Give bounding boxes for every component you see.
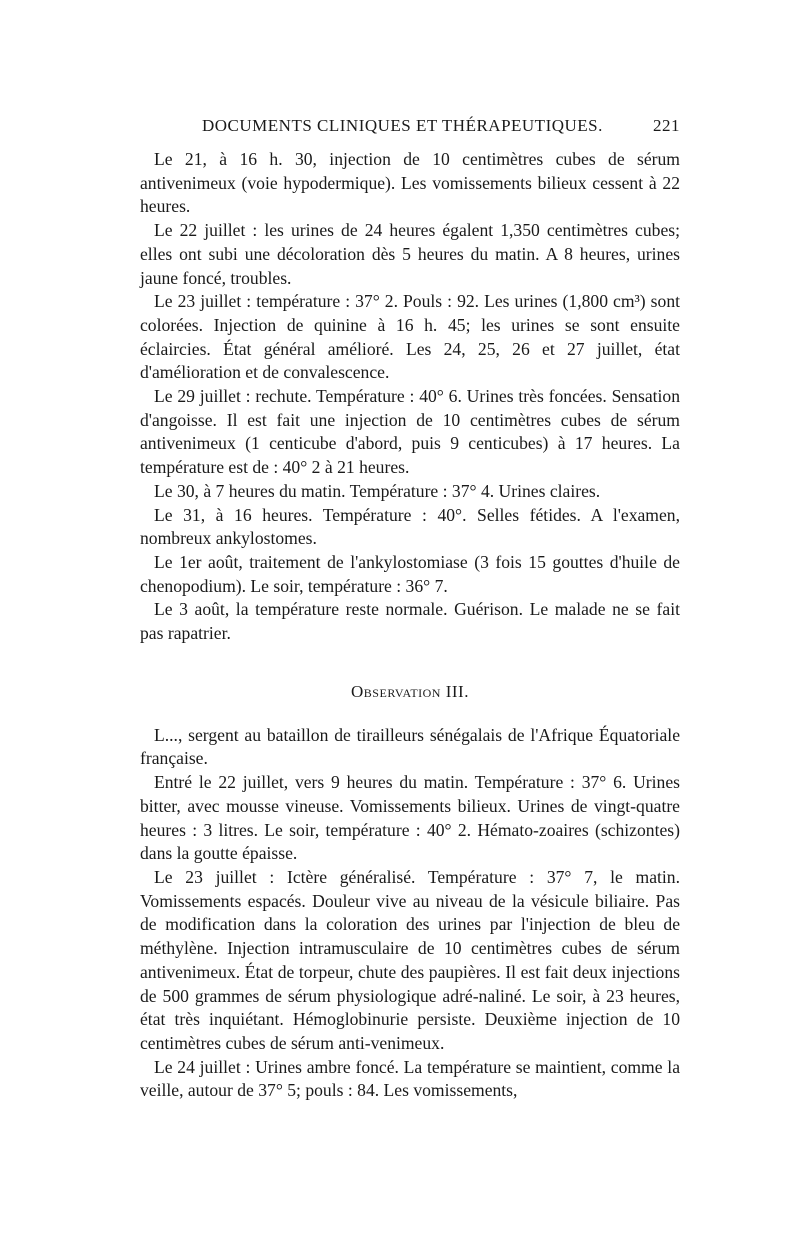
paragraph: Le 31, à 16 heures. Température : 40°. Selles fétides. A l'examen, nombreux ankylostomes.	[140, 504, 680, 549]
paragraph: Le 23 juillet : Ictère généralisé. Température : 37° 7, le matin. Vomissements espacés. Douleur vive au niveau de la vésicule biliaire. Pas de modification dans la coloration des urines par l'injection de bleu de méthylène. Injection intramusculaire de 10 centimètres cubes de sérum antivenimeux. État de torpeur, chute des paupières. Il est fait deux injections de 500 grammes de sérum physiologique adré-naliné. Le soir, à 23 heures, état très inquiétant. Hémoglobinurie persiste. Deuxième injection de 10 centimètres cubes de sérum anti-venimeux.	[140, 866, 680, 1053]
paragraph: Le 3 août, la température reste normale. Guérison. Le malade ne se fait pas rapatrier.	[140, 599, 680, 644]
paragraph: Le 23 juillet : température : 37° 2. Pouls : 92. Les urines (1,800 cm³) sont colorées. Injection de quinine à 16 h. 45; les urines se sont ensuite éclaircies. État général amélioré. Les 24, 25, 26 et 27 juillet, état d'amélioration et de convalescence.	[140, 291, 680, 383]
page-number: 221	[653, 116, 680, 135]
running-title: DOCUMENTS CLINIQUES ET THÉRAPEUTIQUES.	[202, 116, 603, 135]
running-head	[140, 116, 680, 142]
paragraph: Le 30, à 7 heures du matin. Température : 37° 4. Urines claires.	[154, 480, 601, 501]
document-page	[140, 116, 680, 1103]
paragraph: Le 1er août, traitement de l'ankylostomiase (3 fois 15 gouttes d'huile de chenopodium). Le soir, température : 36° 7.	[140, 551, 680, 596]
paragraph: Le 21, à 16 h. 30, injection de 10 centimètres cubes de sérum antivenimeux (voie hypodermique). Les vomissements bilieux cessent à 22 heures.	[140, 149, 680, 217]
paragraph: L..., sergent au bataillon de tirailleurs sénégalais de l'Afrique Équatoriale française.	[140, 724, 680, 769]
paragraph: Entré le 22 juillet, vers 9 heures du matin. Température : 37° 6. Urines bitter, avec mousse vineuse. Vomissements bilieux. Urines de vingt-quatre heures : 3 litres. Le soir, température : 40° 2. Hémato-zoaires (schizontes) dans la goutte épaisse.	[140, 772, 680, 864]
section-2	[140, 724, 680, 1103]
paragraph: Le 24 juillet : Urines ambre foncé. La température se maintient, comme la veille, autour de 37° 5; pouls : 84. Les vomissements,	[140, 1056, 680, 1101]
section-1	[140, 148, 680, 646]
paragraph: Le 29 juillet : rechute. Température : 40° 6. Urines très foncées. Sensation d'angoisse. Il est fait une injection de 10 centimètres cubes de sérum antivenimeux (1 centicube d'abord, puis 9 centicubes) à 17 heures. La température est de : 40° 2 à 21 heures.	[140, 386, 680, 478]
observation-heading: Observation III.	[351, 681, 469, 701]
paragraph: Le 22 juillet : les urines de 24 heures égalent 1,350 centimètres cubes; elles ont subi une décoloration dès 5 heures du matin. A 8 heures, urines jaune foncé, troubles.	[140, 220, 680, 288]
